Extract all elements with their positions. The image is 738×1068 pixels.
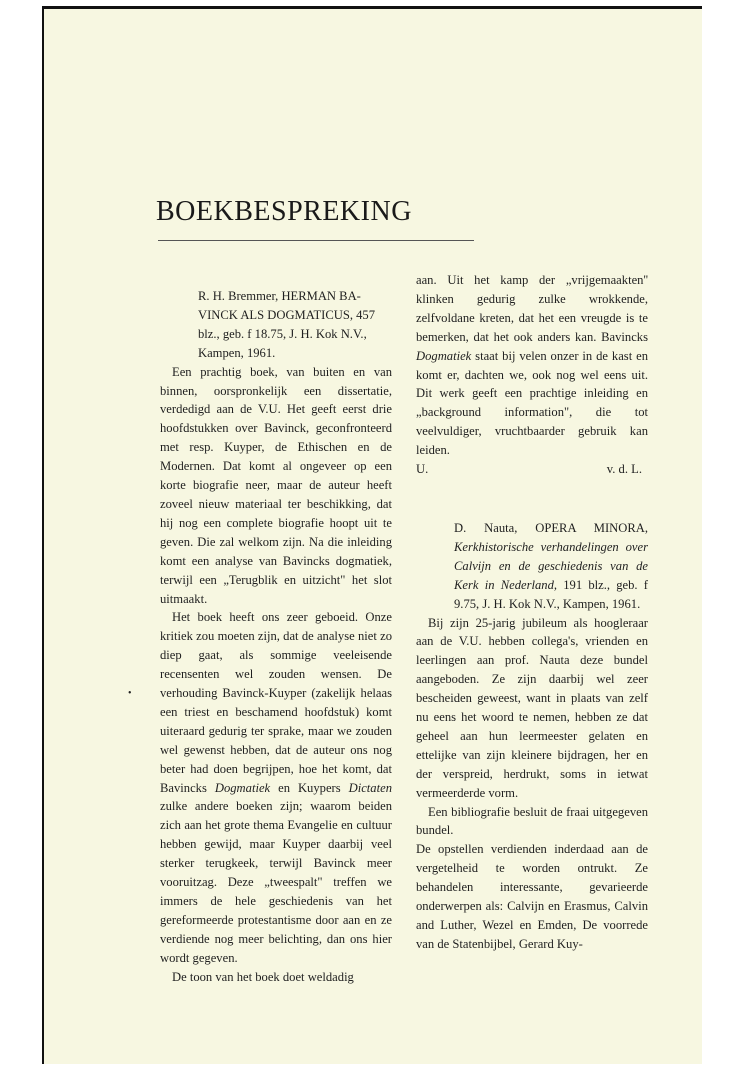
review1-paragraph-1: Een prachtig boek, van buiten en van binnen, oorspronkelijk een dissertatie, verdedigd aan de V.U. Het geeft eerst drie hoofdstukken over Bavinck, geconfronteerd met resp. Kuyper, de Ethischen en de Modernen. Dat komt al ongeveer op een korte biografie neer, maar de auteur heeft zoveel nieuw materiaal ter beschikking, dat hij nog een complete biografie hoopt uit te geven. Die zal welkom zijn. Na die inleiding komt een analyse van Bavincks dogmatiek, terwijl een „Terugblik en uitzicht" het slot uitmaakt. [160,364,392,606]
review1-p2-text: en Kuypers [270,780,349,795]
margin-mark: • [128,688,132,699]
review1-ref-line: blz., geb. f 18.75, J. H. Kok N.V., [198,326,367,341]
review1-reference [160,287,392,363]
title-rule [158,240,474,241]
page-title: BOEKBESPREKING [156,196,412,227]
review1-ref-line: Kampen, 1961. [198,345,276,360]
review1-ref-line: VINCK ALS DOGMATICUS, 457 [198,307,376,322]
italic-title-dogmatiek: Dogmatiek [214,780,271,795]
review2-ref-text: D. Nauta, OPERA MINORA, [454,520,648,535]
review1-p2-text: Het boek heeft ons zeer geboeid. Onze kritiek zou moeten zijn, dat de analyse niet zo diep gaat, als sommige veeleisende recensenten wel zouden wensen. De verhouding Bavinck-Kuyper (zakelijk helaas een triest en beschamend hoofdstuk) komt uiteraard gedurig ter sprake, maar we zouden wel gewenst hebben, dat de auteur ons nog beter had doen begrijpen, hoe het komt, dat Bavincks [160,610,392,795]
review2-paragraph-1: Bij zijn 25-jarig jubileum als hoogleraar aan de V.U. hebben collega's, vrienden en leerlingen aan prof. Nauta deze bundel aangeboden. Ze zijn daarbij wel zeer bescheiden geweest, want in plaats van zelf nu eens het woord te nemen, hebben ze dat geheel aan hun leermeester gelaten en ettelijke van zijn kleinere bijdragen, her en der verspreid, herdrukt, soms in ietwat vermeerderde vorm. [416,615,648,800]
review1-cont-text: aan. Uit het kamp der „vrijgemaakten'' klinken gedurig zulke wrokkende, zelfvoldane kreten, dat het een vreugde is te bemerken, dat het ook anders kan. Bavincks [416,273,648,344]
review1-ref-line: R. H. Bremmer, HERMAN BA- [198,289,361,303]
italic-title-dictaten: Dictaten [348,780,392,795]
left-column [160,287,392,987]
review2-paragraph-3: De opstellen verdienden inderdaad aan de vergetelheid te worden ontrukt. Ze behandelen interessante, gevarieerde onderwerpen als: Calvijn en Erasmus, Calvin and Luther, Wezel en Emden, De voorrede van de Statenbijbel, Gerard Kuy- [416,842,648,951]
right-column [416,271,648,954]
review2-paragraph-2: Een bibliografie besluit de fraai uitgegeven bundel. [416,804,648,838]
review1-paragraph-2 [160,608,392,967]
review1-continuation [416,271,648,460]
signature-left: U. [416,462,429,477]
review1-signature [416,460,648,479]
review2-ref-text: 191 blz., geb. f 9.75, J. H. Kok N.V., Kampen, 1961. [454,577,648,611]
signature-right: v. d. L. [606,462,642,477]
italic-title-dogmatiek: Dogmatiek [416,348,472,363]
review1-paragraph-3: De toon van het boek doet weldadig [172,969,354,984]
review1-cont-text: staat bij velen onzer in de kast en komt er, dachten we, ook nog wel eens uit. Dit werk geeft een prachtige inleiding en „background information", die tot veelvuldiger, vruchtbaarder gebruik kan leiden. [416,348,648,458]
review1-p2-text: zulke andere boeken zijn; waarom beiden zich aan het grote thema Evangelie en cultuur hebben gewijd, maar Kuyper daarbij veel sterker terugkeek, terwijl Bavinck meer vooruitzag. Deze „tweespalt" treffen we immers de hele geschiedenis van het gereformeerde protestantisme door aan en ze verdiende nog meer belichting, dan ons hier wordt gegeven. [160,799,392,965]
review2-reference [416,519,648,614]
column-gap [416,479,648,519]
review2-ref-italic: Kerkhistorische verhandelingen over Calvijn en de geschiedenis van de Kerk in Nederland, [454,539,648,592]
